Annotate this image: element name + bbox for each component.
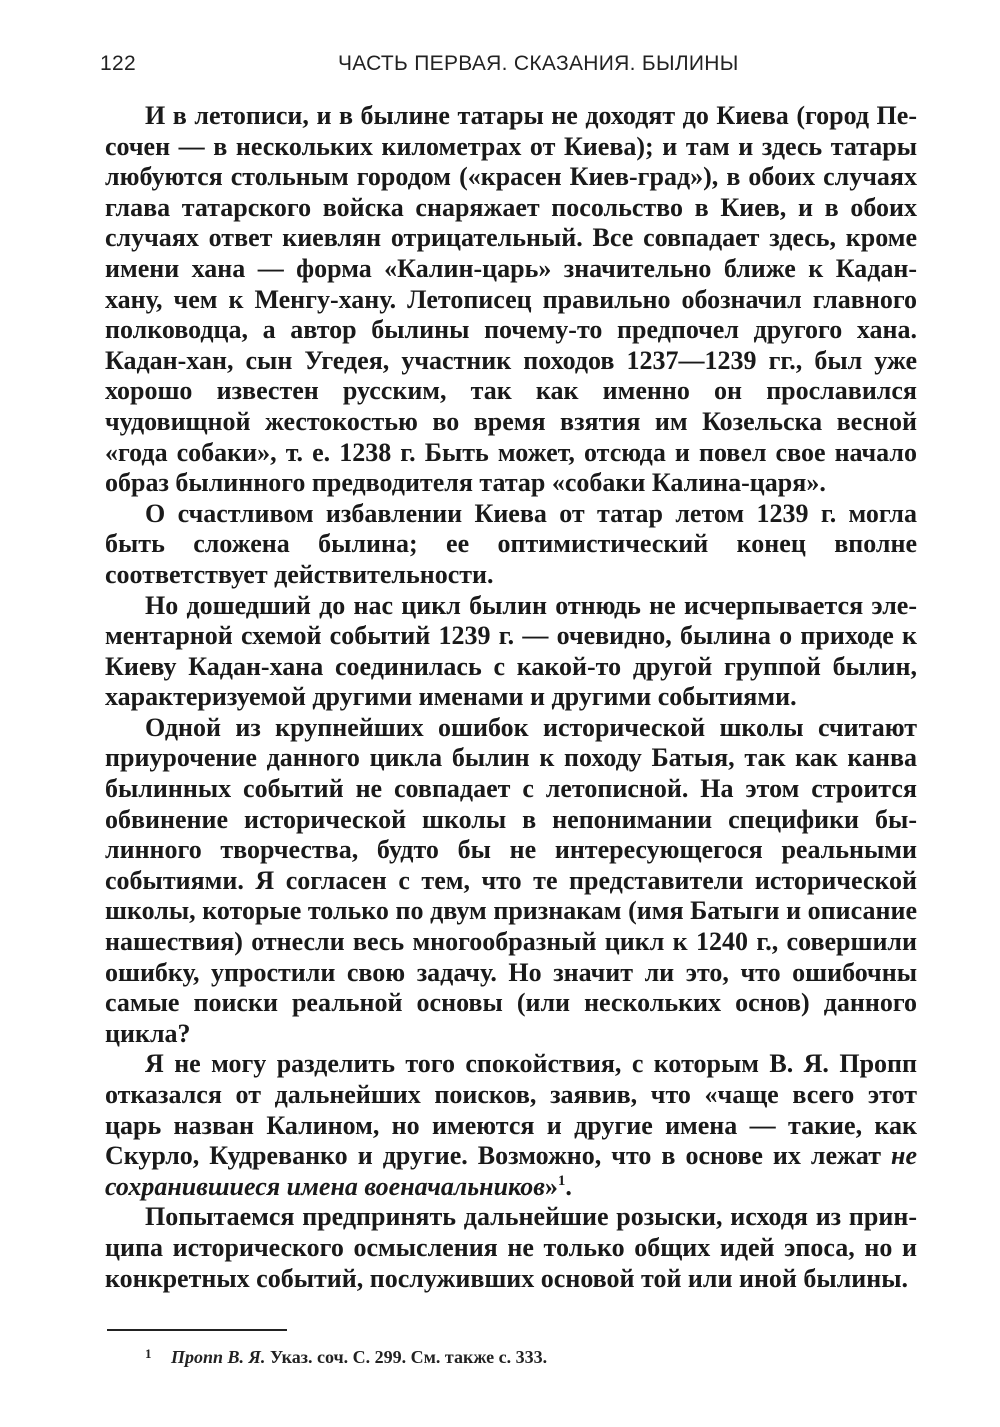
footnote-marker: 1 <box>145 1346 152 1361</box>
paragraph-2 <box>105 499 917 591</box>
footnote-reference[interactable]: 1 <box>557 1172 566 1189</box>
footnote <box>145 1343 905 1368</box>
paragraph-5-text: Я не могу разделить того спокойствия, с которым В. Я. Пропп отказался от дальнейших поисков, заявив, что «чаще всего этот царь назван Калином, но имеются и другие имена — такие, как Скурло, Кудреванко и другие. Возможно, что в основе их лежат <box>105 1049 917 1171</box>
paragraph-4 <box>105 713 917 1050</box>
body-text <box>105 101 917 1294</box>
page-number: 122 <box>100 52 136 75</box>
running-head <box>100 52 920 82</box>
paragraph-3 <box>105 591 917 713</box>
paragraph-5-end: . <box>565 1171 572 1201</box>
paragraph-6-text: Попытаемся предпринять дальнейшие розыски, исходя из принципа исторического осмысления не только общих идей эпоса, но и конкретных событий, послуживших основой той или иной былины. <box>105 1202 917 1293</box>
paragraph-4-text: Одной из крупнейших ошибок исторической школы считают приурочение данного цикла былин к походу Батыя, так как канва былинных событий не совпадает с летописной. На этом строится обвинение исторической школы в непонимании специфики былинного творчества, будто бы не интересующегося реальными событиями. Я согласен с тем, что те представители исторической школы, которые только по двум признакам (имя Батыги и описание нашествия) отнесли весь многообразный цикл к 1240 г., совершили ошибку, упростили свою задачу. Но значит ли это, что ошибочны самые поиски реальной основы (или нескольких основ) данного цикла? <box>105 712 917 1048</box>
footnote-separator <box>107 1329 287 1331</box>
footnote-author: Пропп В. Я. <box>171 1347 266 1367</box>
closing-quote: » <box>544 1171 558 1201</box>
footnote-text: Указ. соч. С. 299. См. также с. 333. <box>265 1347 548 1367</box>
running-title: ЧАСТЬ ПЕРВАЯ. СКАЗАНИЯ. БЫЛИНЫ <box>338 52 739 75</box>
paragraph-1-text: И в летописи, и в былине татары не доходят до Киева (город Песочен — в нескольких километрах от Киева); и там и здесь татары любуются стольным городом («красен Киев-град»), в обоих случаях глава татарского войска снаряжает посольство в Киев, и в обоих случаях ответ киевлян отрицательный. Все совпадает здесь, кроме имени хана — форма «Калин-царь» значительно ближе к Кадан-хану, чем к Менгу-хану. Летописец правильно обозначил главного полководца, а автор былины почему-то предпочел другого хана. Кадан-хан, сын Угедея, участник походов 1237—1239 гг., был уже хорошо известен русским, так как именно он прославился чудовищной жестокостью во время взятия им Козельска весной «года собаки», т. е. 1238 г. Быть может, отсюда и повел свое начало образ былинного предводителя татар «собаки Калина-царя». <box>105 101 917 498</box>
paragraph-3-text: Но дошедший до нас цикл былин отнюдь не исчерпывается элементарной схемой событий 1239 г. — очевидно, былина о приходе к Киеву Кадан-хана соединилась с какой-то другой группой былин, характеризуемой другими именами и другими событиями. <box>105 590 917 712</box>
paragraph-6 <box>105 1202 917 1294</box>
paragraph-5 <box>105 1049 917 1202</box>
paragraph-1 <box>105 101 917 499</box>
quoted-emphasis: не сохранившиеся имена военачальников <box>105 1141 917 1201</box>
paragraph-2-text: О счастливом избавлении Киева от татар летом 1239 г. могла быть сложена былина; ее оптимистический конец вполне соответствует действительности. <box>105 498 917 589</box>
